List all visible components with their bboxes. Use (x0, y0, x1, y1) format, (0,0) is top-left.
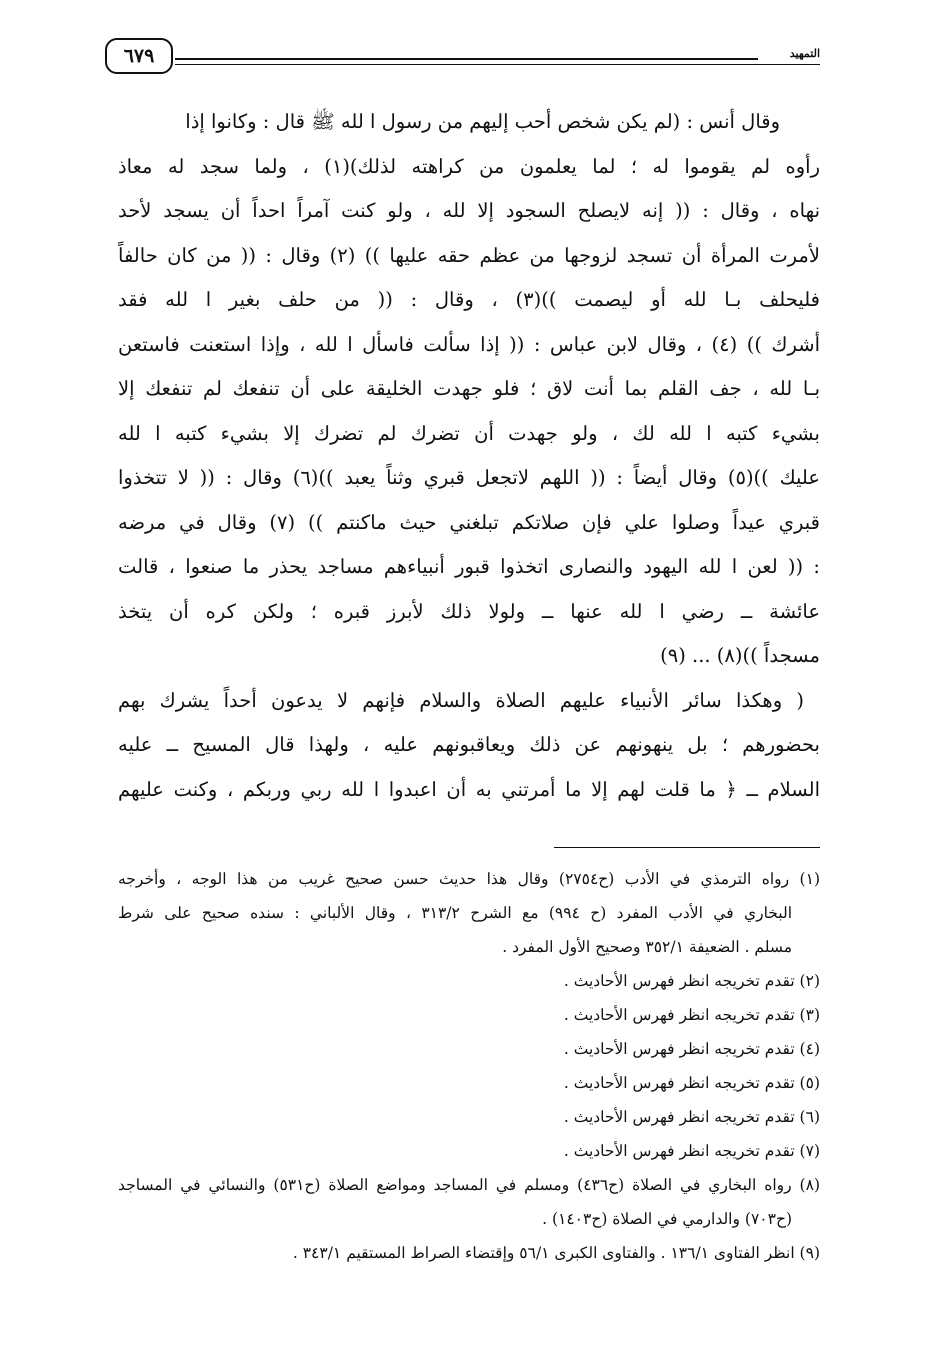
page-header (105, 36, 820, 86)
main-text (118, 100, 820, 812)
text-line: قبري عيداً وصلوا علي فإن صلاتكم تبلغني حيث ماكنتم )) (٧) وقال في مرضه (118, 510, 820, 534)
running-title: التمهيد (789, 47, 820, 60)
footnote-separator (554, 847, 820, 848)
page-number: ٦٧٩ (105, 38, 173, 74)
footnote-line: (٥) تقدم تخريجه انظر فهرس الأحاديث . (563, 1074, 820, 1092)
text-line: : (( لعن ا لله اليهود والنصارى اتخذوا قبور أنبياءهم مساجد يحذر ما صنعوا ، قالت (118, 555, 820, 578)
header-rule (175, 58, 758, 60)
text-line: بحضورهم ؛ بل ينهونهم عن ذلك ويعاقبونهم عليه ، ولهذا قال المسيح ــ عليه (118, 733, 820, 756)
footnote-line: (٤) تقدم تخريجه انظر فهرس الأحاديث . (563, 1040, 820, 1058)
text-line: وقال أنس : (لم يكن شخص أحب إليهم من رسول ا لله ﷺ قال : وكانوا إذا (185, 110, 780, 133)
text-line: رأوه لم يقوموا له ؛ لما يعلمون من كراهته لذلك)(١) ، ولما سجد له معاذ (118, 154, 820, 178)
footnote-line: مسلم . الضعيفة ٣٥٢/١ وصحيح الأول المفرد . (502, 938, 792, 956)
footnote-line: (٩) انظر الفتاوى ١٣٦/١ . والفتاوى الكبرى ٥٦/١ وإقتضاء الصراط المستقيم ٣٤٣/١ . (292, 1244, 820, 1262)
text-line: أشرك )) (٤) ، وقال لابن عباس : (( إذا سألت فاسأل ا لله ، وإذا استعنت فاستعن (118, 332, 820, 356)
text-line: مسجداً ))(٨) ... (٩) (660, 644, 820, 667)
text-line: لأمرت المرأة أن تسجد لزوجها من عظم حقه عليها )) (٢) وقال : (( من كان حالفاً (118, 243, 820, 267)
footnote-line: (٣) تقدم تخريجه انظر فهرس الأحاديث . (563, 1006, 820, 1024)
text-line: فليحلف بـا لله أو ليصمت ))(٣) ، وقال : (( من حلف بغير ا لله فقد (118, 288, 820, 311)
footnote-line: (٦) تقدم تخريجه انظر فهرس الأحاديث . (563, 1108, 820, 1126)
text-line: عائشة ــ رضي ا لله عنها ــ ولولا ذلك لأبرز قبره ؛ ولكن كره أن يتخذ (118, 599, 820, 623)
text-line: عليك ))(٥) وقال أيضاً : (( اللهم لاتجعل قبري وثناً يعبد ))(٦) وقال : (( لا تتخذوا (118, 466, 820, 489)
footnotes (118, 862, 820, 1270)
footnote-line: البخاري في الأدب المفرد (ح ٩٩٤) مع الشرح ٣١٣/٢ ، وقال الألباني : سنده صحيح على شرط (118, 904, 792, 922)
text-line: ( وهكذا سائر الأنبياء عليهم الصلاة والسلام فإنهم لا يدعون أحداً يشرك بهم (118, 688, 804, 712)
text-line: بـا لله ، جف القلم بما أنت لاق ؛ فلو جهدت الخليقة على أن تنفعك لم تنفعك إلا (118, 377, 820, 400)
header-rule-thin (175, 64, 820, 65)
footnote-line: (٢) تقدم تخريجه انظر فهرس الأحاديث . (563, 972, 820, 990)
footnote-line: (٨) رواه البخاري في الصلاة (ح٤٣٦) ومسلم في المساجد ومواضع الصلاة (ح٥٣١) والنسائي في المساجد (118, 1176, 820, 1194)
text-line: نهاه ، وقال : (( إنه لايصلح السجود إلا لله ، ولو كنت آمراً احداً أن يسجد لأحد (118, 199, 820, 222)
text-line: بشيء كتبه ا لله لك ، ولو جهدت أن تضرك لم تضرك إلا بشيء كتبه ا لله (118, 421, 820, 445)
footnote-line: (ح٧٠٣) والدارمي في الصلاة (ح١٤٠٣) . (542, 1210, 792, 1228)
footnote-line: (٧) تقدم تخريجه انظر فهرس الأحاديث . (563, 1142, 820, 1160)
text-line: السلام ــ ﴿ ما قلت لهم إلا ما أمرتني به أن اعبدوا ا لله ربي وربكم ، وكنت عليهم (118, 777, 820, 801)
footnote-line: (١) رواه الترمذي في الأدب (ح٢٧٥٤) وقال هذا حديث حسن صحيح غريب من هذا الوجه ، وأخرجه (118, 870, 820, 888)
